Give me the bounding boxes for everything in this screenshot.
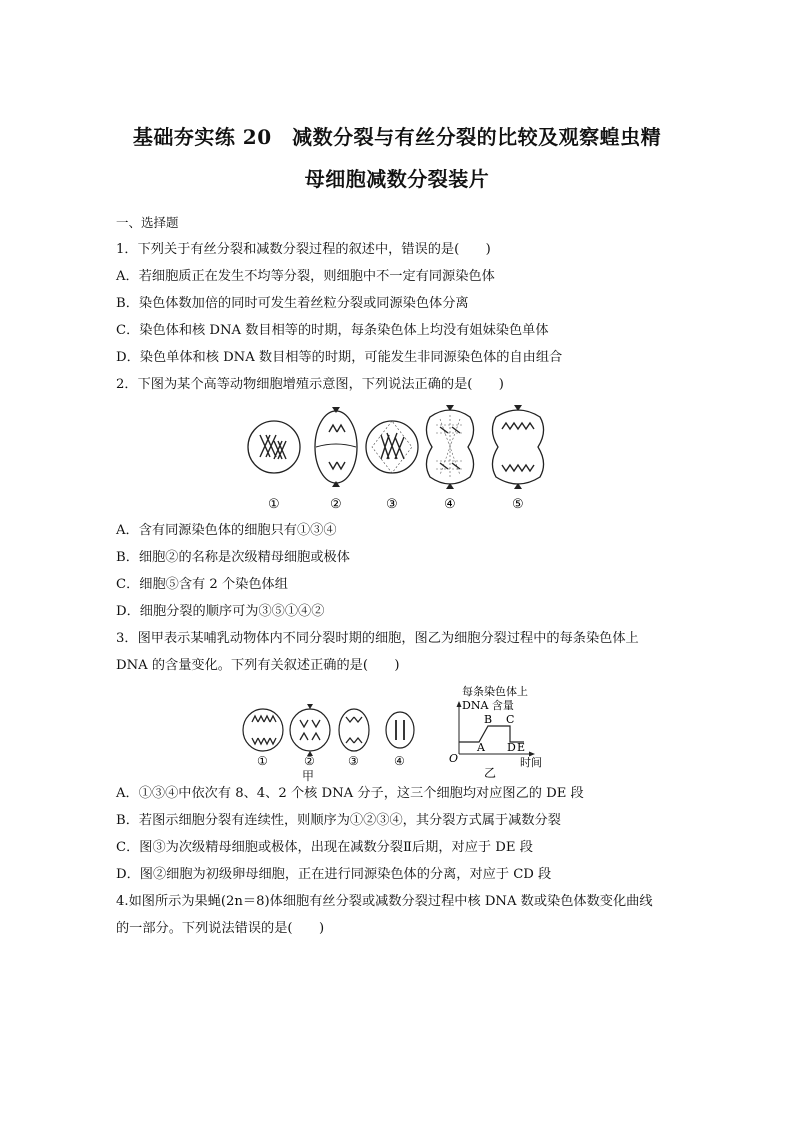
q3-option-a: A．①③④中依次有 8、4、2 个核 DNA 分子，这三个细胞均对应图乙的 DE 段 xyxy=(116,786,584,801)
q4-stem-line2: 的一部分。下列说法错误的是( ) xyxy=(116,921,325,936)
dna-curve xyxy=(459,726,524,742)
q3-option-c: C．图③为次级精母细胞或极体，出现在减数分裂Ⅱ后期，对应于 DE 段 xyxy=(116,840,533,855)
q1-option-b: B．染色体数加倍的同时可发生着丝粒分裂或同源染色体分离 xyxy=(116,296,469,311)
q4-stem-line1: 4.如图所示为果蝇(2n＝8)体细胞有丝分裂或减数分裂过程中核 DNA 数或染色体数变化曲线 xyxy=(116,894,653,909)
graph-point-a: A xyxy=(477,741,485,754)
cell-2 xyxy=(315,407,357,487)
cell-1 xyxy=(248,421,300,473)
cell-4 xyxy=(426,405,473,489)
graph-point-b: B xyxy=(484,713,493,726)
cell-3 xyxy=(366,421,418,473)
q2-label-1: ① xyxy=(268,497,280,512)
q2-label-4: ④ xyxy=(444,497,456,512)
q1-option-c: C．染色体和核 DNA 数目相等的时期，每条染色体上均没有姐妹染色单体 xyxy=(116,323,549,338)
jia-cell-3 xyxy=(339,709,369,751)
q3-stem-line2: DNA 的含量变化。下列有关叙述正确的是( ) xyxy=(116,658,400,673)
graph-point-c: C xyxy=(506,713,515,726)
page-title-line2: 母细胞减数分裂装片 xyxy=(304,167,490,191)
q3-fig-label-4: ④ xyxy=(394,754,405,768)
q2-label-5: ⑤ xyxy=(512,497,524,512)
q3-fig-label-1: ① xyxy=(257,754,268,768)
jia-cell-2 xyxy=(290,704,330,756)
q2-label-3: ③ xyxy=(386,497,398,512)
q3-fig-label-2: ② xyxy=(304,754,315,768)
y-axis-arrow xyxy=(457,701,462,707)
section-heading: 一、选择题 xyxy=(116,215,179,230)
q1-stem: 1．下列关于有丝分裂和减数分裂过程的叙述中，错误的是( ) xyxy=(116,242,491,257)
graph-ylabel-line1: 每条染色体上 xyxy=(462,685,528,698)
graph-origin: O xyxy=(449,752,459,765)
page-title-line1: 基础夯实练 20 减数分裂与有丝分裂的比较及观察蝗虫精 xyxy=(132,125,662,149)
q2-label-2: ② xyxy=(330,497,342,512)
jia-cell-1 xyxy=(243,709,283,751)
q3-figure-jia xyxy=(240,700,425,772)
graph-ylabel-line2: DNA 含量 xyxy=(462,699,514,712)
q3-option-d: D．图②细胞为初级卵母细胞，正在进行同源染色体的分离，对应于 CD 段 xyxy=(116,867,552,882)
q2-option-b: B．细胞②的名称是次级精母细胞或极体 xyxy=(116,550,350,565)
q2-option-c: C．细胞⑤含有 2 个染色体组 xyxy=(116,577,288,592)
q1-option-d: D．染色单体和核 DNA 数目相等的时期，可能发生非同源染色体的自由组合 xyxy=(116,350,563,365)
graph-point-d: D xyxy=(507,741,516,754)
q2-stem: 2．下图为某个高等动物细胞增殖示意图，下列说法正确的是( ) xyxy=(116,377,504,392)
q2-cell-figure xyxy=(240,405,560,517)
q3-figure-jia-caption: 甲 xyxy=(302,769,315,783)
q2-option-a: A．含有同源染色体的细胞只有①③④ xyxy=(116,523,337,538)
cell-5 xyxy=(492,405,543,489)
q3-fig-label-3: ③ xyxy=(348,754,359,768)
jia-cell-4 xyxy=(386,712,414,748)
q3-option-b: B．若图示细胞分裂有连续性，则顺序为①②③④，其分裂方式属于减数分裂 xyxy=(116,813,561,828)
q1-option-a: A．若细胞质正在发生不均等分裂，则细胞中不一定有同源染色体 xyxy=(116,269,495,284)
graph-point-e: E xyxy=(517,741,526,754)
q3-graph-yi xyxy=(444,684,554,784)
graph-xlabel: 时间 xyxy=(520,756,542,769)
q2-option-d: D．细胞分裂的顺序可为③⑤①④② xyxy=(116,604,325,619)
q3-graph-yi-caption: 乙 xyxy=(484,766,497,780)
q3-stem-line1: 3．图甲表示某哺乳动物体内不同分裂时期的细胞，图乙为细胞分裂过程中的每条染色体上 xyxy=(116,631,639,646)
